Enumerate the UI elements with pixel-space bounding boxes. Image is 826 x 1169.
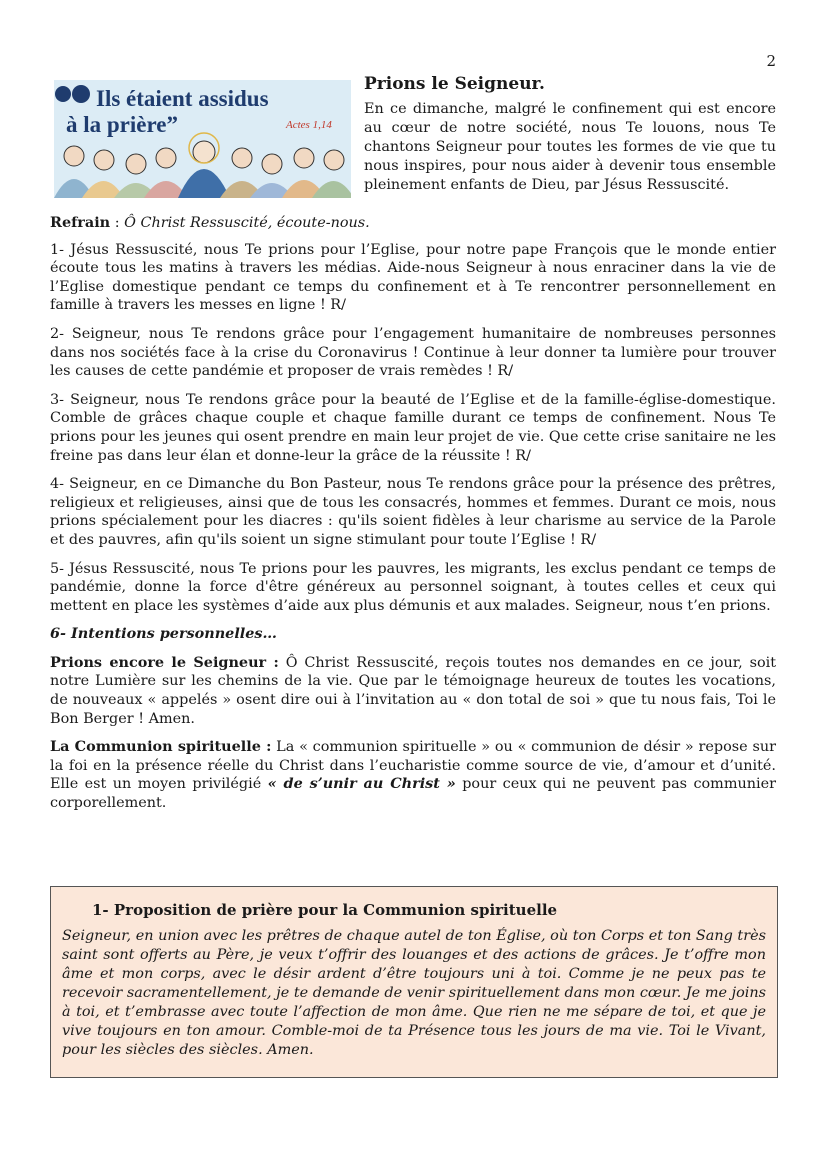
main-content	[50, 214, 776, 823]
closing-prayer	[50, 654, 776, 728]
refrain-text: Ô Christ Ressuscité, écoute-nous.	[124, 215, 370, 231]
personal-intentions: 6- Intentions personnelles…	[50, 625, 277, 643]
refrain	[50, 214, 776, 233]
spiritual-communion	[50, 738, 776, 812]
prayer-box-text: Seigneur, en union avec les prêtres de chaque autel de ton Église, où ton Corps et ton Sang très saint sont offerts au Père, je veux t’offrir des louanges et des actions de grâces. Je t’offre mon âme et mon corps, avec le désir ardent d’être toujours uni à toi. Comme je ne peux pas te recevoir sacramentellement, je te demande de venir spirituellement dans mon cœur. Je me joins à toi, et t’embrasse avec toute l’affection de mon âme. Que rien ne me sépare de toi, et que je vive toujours en ton amour. Comble-moi de ta Présence tous les jours de ma vie. Toi le Vivant, pour les siècles des siècles. Amen.	[62, 928, 766, 1058]
banner-title-line2: à la prière”	[66, 112, 178, 137]
intention-5: 5- Jésus Ressuscité, nous Te prions pour les pauvres, les migrants, les exclus pendant ce temps de pandémie, donne la force d'être généreux au personnel soignant, à toutes celles et ceux qui mettent en place les systèmes d’aide aux plus démunis et aux malades. Seigneur, nous t’en prions.	[50, 560, 776, 614]
closing-prayer-label: Prions encore le Seigneur :	[50, 653, 279, 671]
apostle-figures	[54, 133, 351, 198]
banner-illustration	[54, 80, 351, 198]
intention-3: 3- Seigneur, nous Te rendons grâce pour la beauté de l’Eglise et de la famille-église-domestique. Comble de grâces chaque couple et chaque famille durant ce temps de confinement. Nous Te prions pour les jeunes qui osent prendre en main leur projet de vie. Que cette crise sanitaire ne les freine pas dans leur élan et donne-leur la grâce de la réussite ! R/	[50, 391, 776, 464]
intro-text: En ce dimanche, malgré le confinement qui est encore au cœur de notre société, nous Te louons, nous Te chantons Seigneur pour toutes les formes de vie que tu nous inspires, pour nous aider à devenir tous ensemble pleinement enfants de Dieu, par Jésus Ressuscité.	[364, 101, 776, 193]
banner-reference: Actes 1,14	[286, 119, 332, 131]
prayer-box	[50, 886, 778, 1078]
refrain-label: Refrain	[50, 214, 111, 231]
intention-4: 4- Seigneur, en ce Dimanche du Bon Pasteur, nous Te rendons grâce pour la présence des prêtres, religieux et religieuses, ainsi que de tous les consacrés, hommes et femmes. Durant ce mois, nous prions spécialement pour les diacres : qu'ils soient fidèles à leur charisme au service de la Parole et des pauvres, afin qu'ils soient un signe stimulant pour toute l’Eglise ! R/	[50, 476, 776, 548]
refrain-separator: :	[110, 215, 125, 231]
apostles-illustration	[54, 80, 351, 198]
closing-prayer-text: Ô Christ Ressuscité, reçois toutes nos demandes en ce jour, soit notre Lumière sur les chemins de la vie. Que par le témoignage heureux de toutes les vocations, de nouveaux « appelés » osent dire oui à l’invitation au « don total de soi » que tu nous fais, Toi le Bon Berger ! Amen.	[50, 654, 777, 727]
quote-mark-icon	[72, 85, 90, 103]
spiritual-communion-label: La Communion spirituelle :	[50, 738, 272, 756]
intro-section	[364, 74, 776, 195]
spiritual-communion-emphasis: « de s’unir au Christ »	[267, 775, 456, 793]
intention-1: 1- Jésus Ressuscité, nous Te prions pour l’Eglise, pour notre pape François que le monde entier écoute tous les matins à travers les médias. Aide-nous Seigneur à nous enraciner dans la vie de l’Eglise domestique pendant ce temps du confinement et à Te rencontrer personnellement en famille à travers les messes en ligne ! R/	[50, 241, 776, 314]
spiritual-communion-text-after: pour ceux qui ne peuvent pas communier corporellement.	[50, 776, 777, 812]
spiritual-communion-text-before: La « communion spirituelle » ou « communion de désir » repose sur la foi en la présence réelle du Christ dans l’eucharistie comme source de vie, d’amour et d’unité. Elle est un moyen privilégié	[50, 739, 776, 793]
quote-mark-icon	[55, 86, 71, 102]
page-number: 2	[766, 52, 776, 70]
prayer-box-heading: 1- Proposition de prière pour la Communion spirituelle	[92, 901, 558, 919]
intention-2: 2- Seigneur, nous Te rendons grâce pour l’engagement humanitaire de nombreuses personnes dans nos sociétés face à la crise du Coronavirus ! Continue à leur donner ta lumière pour trouver les causes de cette pandémie et proposer de vrais remèdes ! R/	[50, 325, 776, 380]
intro-heading: Prions le Seigneur.	[364, 74, 545, 94]
banner-title-line1: Ils étaient assidus	[96, 86, 269, 111]
